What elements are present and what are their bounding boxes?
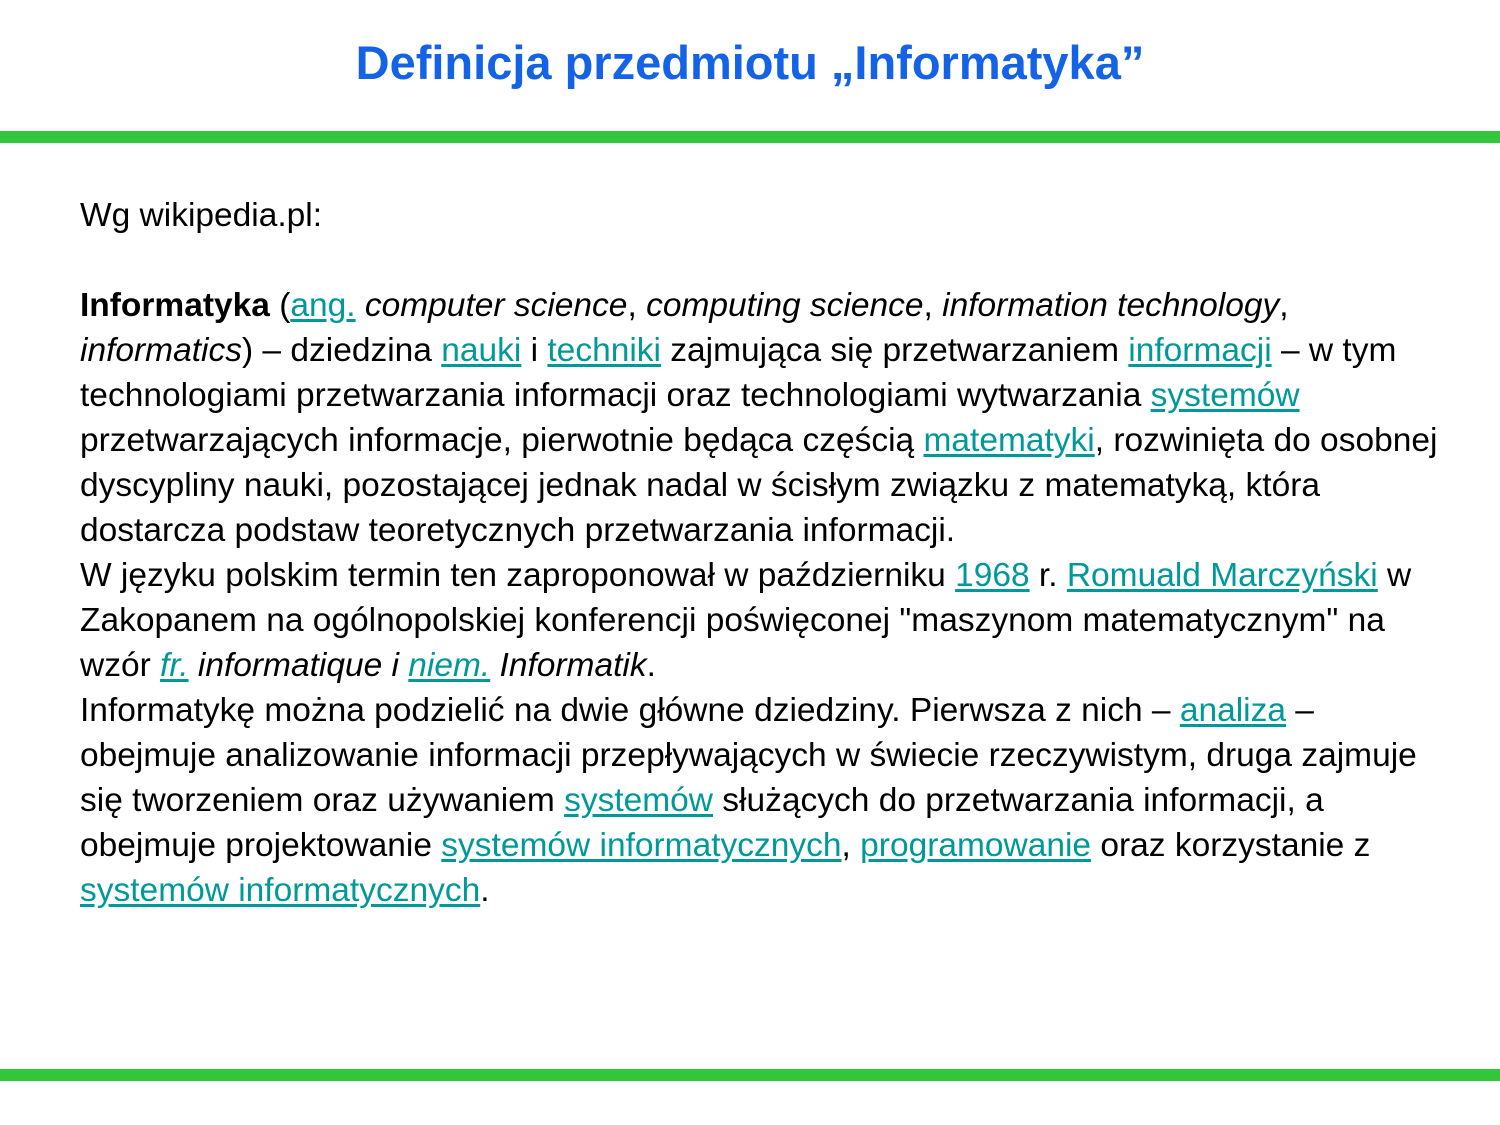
top-divider <box>0 131 1500 143</box>
link-nauki[interactable]: nauki <box>441 332 522 369</box>
term-information-technology: information technology <box>942 287 1280 324</box>
text: ( <box>269 287 291 324</box>
link-ang[interactable]: ang. <box>290 287 356 324</box>
term-bold: Informatyka <box>80 287 270 324</box>
text: , <box>923 287 943 324</box>
link-matematyki[interactable]: matematyki <box>923 422 1095 459</box>
blank-line <box>80 238 1440 283</box>
term-informatik: Informatik <box>490 647 647 684</box>
text: . <box>480 872 490 909</box>
text: przetwarzających informacje, pierwotnie będąca częścią <box>80 422 924 459</box>
link-programowanie[interactable]: programowanie <box>860 827 1092 864</box>
link-systemow[interactable]: systemów <box>564 782 713 819</box>
text: ) – dziedzina <box>241 332 442 369</box>
text: W języku polskim termin ten zaproponował w październiku <box>80 557 956 594</box>
link-niem[interactable]: niem. <box>408 647 491 684</box>
link-systemow-informatycznych[interactable]: systemów informatycznych <box>80 872 481 909</box>
link-techniki[interactable]: techniki <box>547 332 661 369</box>
link-analiza[interactable]: analiza <box>1179 692 1286 729</box>
text: , <box>841 827 861 864</box>
text: w Zakopanem na ogólnopolskiej konferencji poświęconej "maszynom matematycznym" na wzór <box>80 557 1412 684</box>
link-fr[interactable]: fr. <box>160 647 189 684</box>
text: r. <box>1029 557 1067 594</box>
text: , <box>1279 287 1289 324</box>
text: – w tym technologiami przetwarzania informacji oraz technologiami wytwarzania <box>80 332 1397 414</box>
link-1968[interactable]: 1968 <box>955 557 1030 594</box>
link-systemow-informatycznych[interactable]: systemów informatycznych <box>441 827 842 864</box>
text: Informatykę można podzielić na dwie główne dziedziny. Pierwsza z nich – <box>80 692 1180 729</box>
term-computing-science: computing science <box>646 287 924 324</box>
link-informacji[interactable]: informacji <box>1128 332 1272 369</box>
text: , <box>627 287 647 324</box>
term-informatique: informatique i <box>188 647 409 684</box>
link-systemow[interactable]: systemów <box>1150 377 1300 414</box>
text: zajmująca się przetwarzaniem <box>660 332 1129 369</box>
term-informatics: informatics <box>80 332 242 369</box>
source-line: Wg wikipedia.pl: <box>80 197 323 234</box>
link-romuald-marczynski[interactable]: Romuald Marczyński <box>1066 557 1378 594</box>
text: . <box>646 647 656 684</box>
bottom-divider <box>0 1069 1500 1081</box>
text: , rozwinięta do osobnej dyscypliny nauki, pozostającej jednak nadal w ścisłym związku z matematyką, która dostarcza podstaw teoretycznych przetwarzania informacji. <box>80 422 1438 549</box>
origin-paragraph <box>80 553 1440 688</box>
domains-paragraph <box>80 688 1440 913</box>
text: służących do przetwarzania informacji, a obejmuje projektowanie <box>80 782 1324 864</box>
text: oraz korzystanie z <box>1091 827 1371 864</box>
definition-paragraph <box>80 283 1440 553</box>
slide-body <box>80 193 1440 913</box>
text: – obejmuje analizowanie informacji przepływających w świecie rzeczywistym, druga zajmuje się tworzeniem oraz używaniem <box>80 692 1417 819</box>
text <box>356 287 365 324</box>
term-computer-science: computer science <box>364 287 628 324</box>
slide-title: Definicja przedmiotu „Informatyka” <box>355 36 1145 89</box>
text: i <box>521 332 548 369</box>
